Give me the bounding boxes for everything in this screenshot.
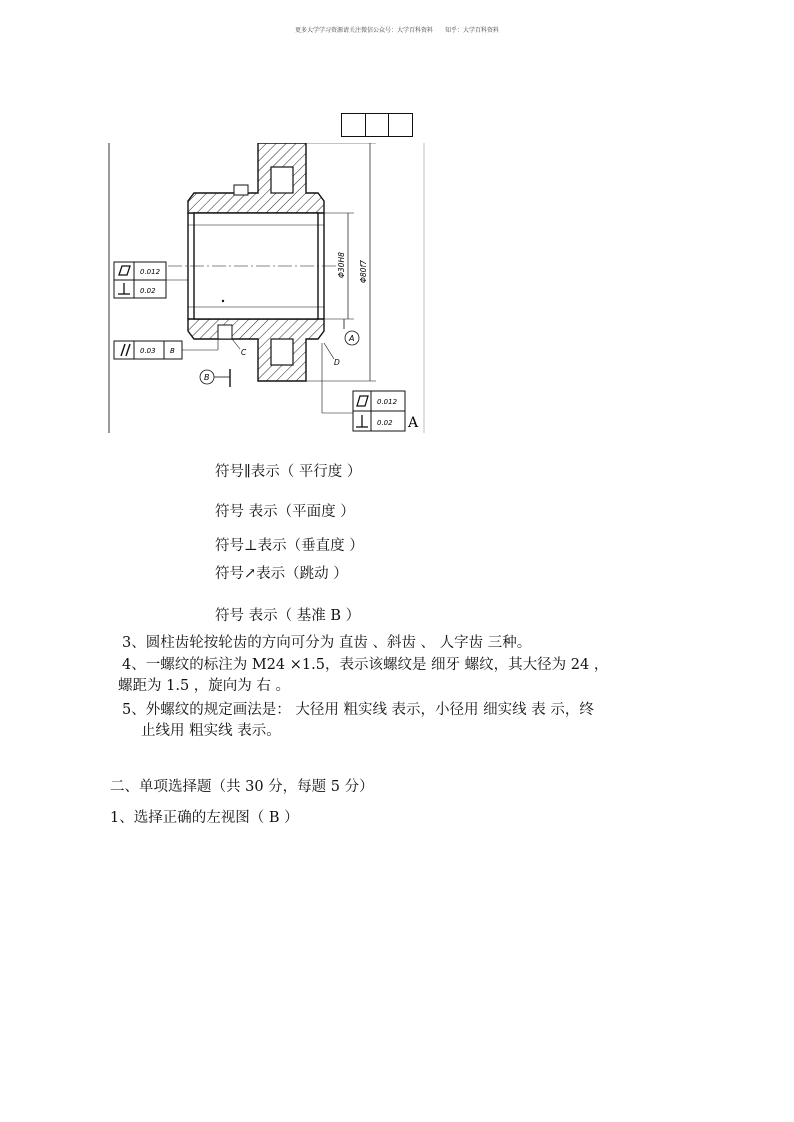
svg-text:0.02: 0.02 (140, 287, 156, 295)
svg-text:B: B (170, 347, 175, 355)
svg-text:A: A (408, 415, 419, 431)
answer-boxes (341, 113, 413, 137)
tolerance-frame-right (322, 343, 419, 431)
tolerance-frame-left (114, 262, 188, 298)
symbol-datum-line: 符号 表示（ 基准 B ） (215, 608, 361, 624)
question-5-line-1: 5、外螺纹的规定画法是： 大径用 粗实线 表示，小径用 细实线 表 示，终 (122, 702, 594, 718)
svg-text:0.03: 0.03 (140, 347, 156, 355)
question-4-line-2: 螺距为 1.5 ，旋向为 右 。 (118, 678, 290, 694)
dim-inner-label: Φ30H8 (337, 252, 346, 278)
page-header: 更多大学学习资源请关注微信公众号：大学百科资料 知乎：大学百科资料 (294, 27, 499, 34)
datum-a-label: A (349, 334, 355, 343)
symbol-perpendicular-line: 符号⊥表示（垂直度 ） (215, 538, 364, 554)
section-2-question-1: 1、选择正确的左视图（ B ） (110, 810, 299, 826)
tolerance-frame-parallel (114, 339, 218, 359)
datum-b-label: B (204, 373, 210, 382)
technical-drawing (108, 143, 428, 435)
question-3: 3、圆柱齿轮按轮齿的方向可分为 直齿 、斜齿 、 人字齿 三种。 (122, 635, 532, 651)
symbol-runout-line: 符号↗表示（跳动 ） (215, 566, 348, 582)
section-2-title: 二、单项选择题（共 30 分，每题 5 分） (110, 779, 374, 795)
dim-outer-label: Φ80f7 (359, 260, 368, 283)
label-d: D (334, 358, 340, 367)
symbol-flatness-line: 符号 表示（平面度 ） (215, 504, 355, 520)
question-4-line-1: 4、一螺纹的标注为 M24 ×1.5，表示该螺纹是 细牙 螺纹，其大径为 24 ， (122, 657, 609, 673)
symbol-parallel-line: 符号∥表示（ 平行度 ） (215, 464, 362, 480)
svg-text:0.012: 0.012 (377, 398, 398, 406)
question-5-line-2: 止线用 粗实线 表示。 (141, 723, 281, 739)
label-c: C (241, 348, 247, 357)
svg-text:0.012: 0.012 (140, 268, 161, 276)
svg-text:0.02: 0.02 (377, 419, 393, 427)
